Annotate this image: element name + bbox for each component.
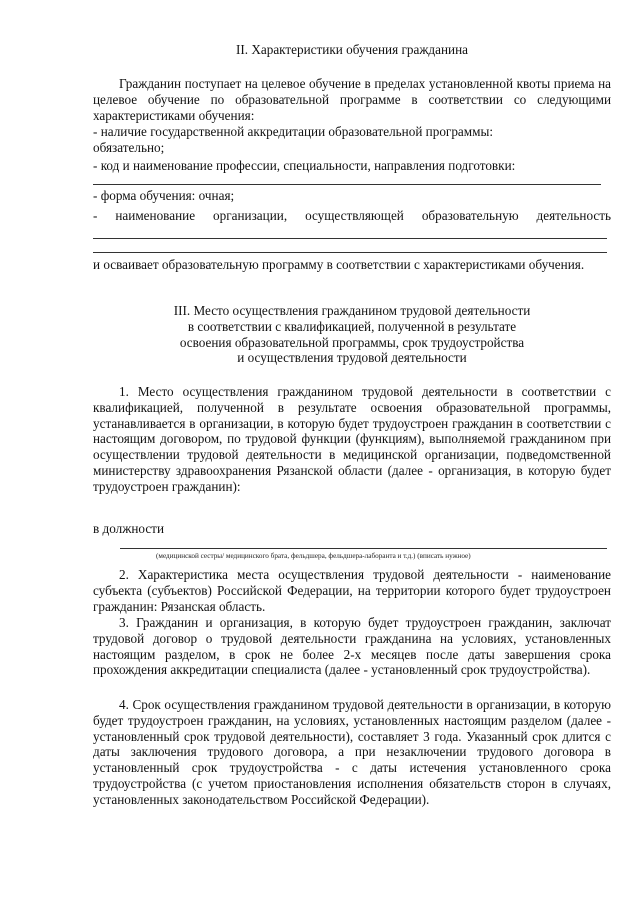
program-code-item: - код и наименование профессии, специальности, направления подготовки: (93, 158, 516, 173)
paragraph-2: 2. Характеристика места осуществления трудовой деятельности - наименование субъекта (субъектов) Российской Федерации, на территории которого будет трудоустроен гражданин: Рязанская область. (93, 567, 611, 614)
masters-program-text: и осваивает образовательную программу в соответствии с характеристиками обучения. (93, 257, 585, 272)
program-code-blank (93, 184, 601, 185)
paragraph-4: 4. Срок осуществления гражданином трудовой деятельности в организации, в которую будет трудоустроен гражданин, на условиях, установленных настоящим разделом (далее - установленный срок трудовой деятельности), составляет 3 года. Указанный срок длится с даты заключения трудового договора, а при незаключении трудового договора в установленный срок трудоустройства - с даты истечения установленного срока трудоустройства (с учетом приостановления исполнения обязательств сторон в случаях, установленных законодательством Российской Федерации). (93, 697, 611, 807)
accreditation-item: - наличие государственной аккредитации образовательной программы: (93, 124, 494, 139)
section-3-heading-line-2: в соответствии с квалификацией, полученной в результате (187, 318, 517, 334)
position-blank (120, 548, 607, 549)
section-3-heading-line-1: III. Место осуществления гражданином трудовой деятельности (173, 303, 531, 318)
study-form-item: - форма обучения: очная; (93, 188, 235, 203)
position-note: (медицинской сестры/ медицинского брата, фельдшера, фельдшера-лаборанта и т.д.) (вписать нужное) (156, 552, 471, 560)
organization-blank-1 (93, 238, 607, 239)
accreditation-value: обязательно; (93, 140, 165, 155)
section-3-heading (93, 303, 611, 366)
section-2-heading: II. Характеристики обучения гражданина (235, 42, 469, 57)
paragraph-3: 3. Гражданин и организация, в которую будет трудоустроен гражданин, заключат трудовой договор о трудовой деятельности гражданина на условиях, установленных настоящим разделом, в срок не более 2-х месяцев после даты завершения срока прохождения аккредитации специалиста (далее - установленный срок трудоустройства). (93, 615, 611, 678)
organization-item: - наименование организации, осуществляющей образовательную деятельность (93, 208, 611, 223)
organization-blank-2 (93, 252, 607, 253)
paragraph-1: 1. Место осуществления гражданином трудовой деятельности в соответствии с квалификацией, полученной в результате освоения образовательной программы, устанавливается в организации, в которую будет трудоустроен гражданин в соответствии с настоящим договором, по трудовой функции (функциям), выполняемой гражданином при осуществлении трудовой деятельности в медицинской организации, подведомственной министерству здравоохранения Рязанской области (далее - организация, в которую будет трудоустроен гражданин): (93, 384, 611, 494)
section-3-heading-line-4: и осуществления трудовой деятельности (237, 350, 467, 366)
position-label: в должности (93, 521, 164, 536)
section-3-heading-line-3: освоения образовательной программы, срок трудоустройства (179, 334, 525, 350)
section-2-intro: Гражданин поступает на целевое обучение в пределах установленной квоты приема на целевое обучение по образовательной программе в соответствии со следующими характеристиками обучения: (93, 76, 611, 123)
